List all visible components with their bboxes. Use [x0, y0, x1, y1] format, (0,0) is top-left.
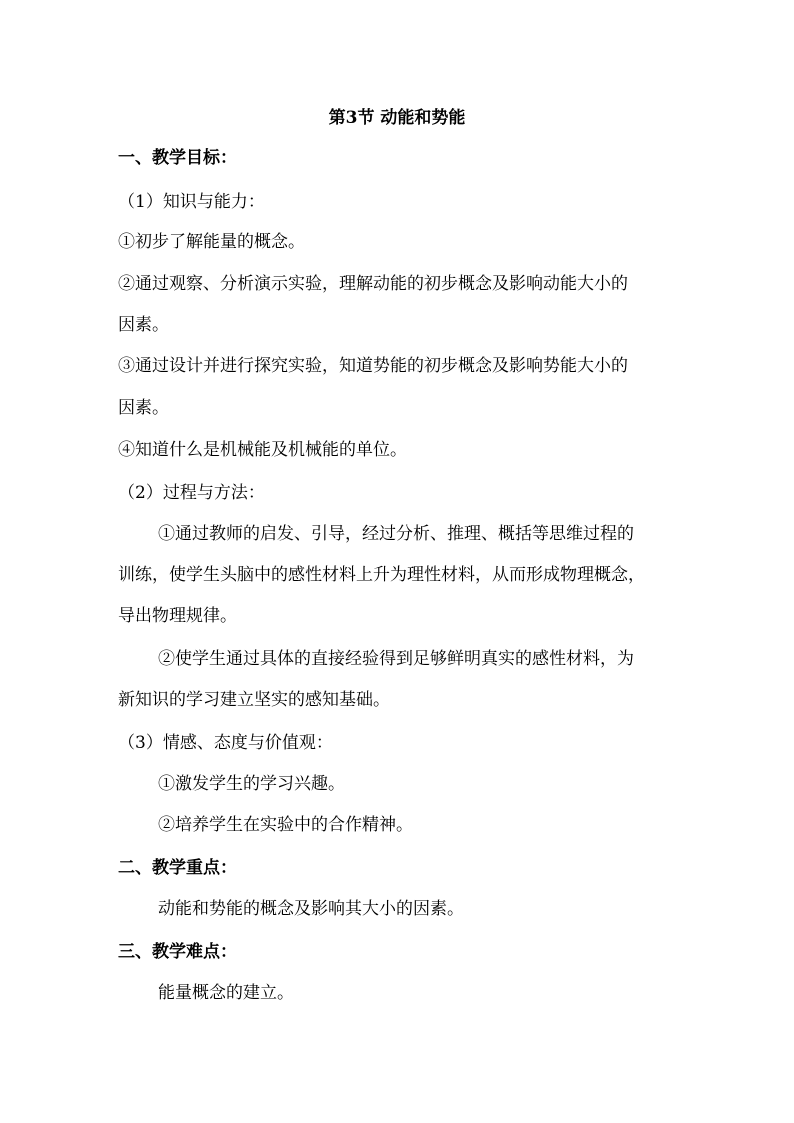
- process-item-1-line-3: 导出物理规律。: [118, 606, 237, 626]
- objective-item-3-line-1: ③通过设计并进行探究实验，知道势能的初步概念及影响势能大小的: [118, 356, 628, 376]
- process-item-1-line-2: 训练，使学生头脑中的感性材料上升为理性材料，从而形成物理概念，: [118, 565, 645, 585]
- subheading-emotion-values: （3）情感、态度与价值观：: [118, 733, 333, 753]
- section-heading-difficulties: 三、教学难点：: [118, 942, 237, 962]
- emotion-item-2: ②培养学生在实验中的合作精神。: [158, 815, 413, 835]
- document-title: 第3节 动能和势能: [328, 108, 466, 128]
- subheading-process-method: （2）过程与方法：: [118, 483, 265, 503]
- process-item-1-line-1: ①通过教师的启发、引导，经过分析、推理、概括等思维过程的: [158, 524, 634, 544]
- section-heading-objectives: 一、教学目标：: [118, 148, 237, 168]
- key-points-body: 动能和势能的概念及影响其大小的因素。: [158, 899, 464, 919]
- objective-item-2-line-2: 因素。: [118, 315, 169, 335]
- difficulties-body: 能量概念的建立。: [158, 983, 294, 1003]
- process-item-2-line-1: ②使学生通过具体的直接经验得到足够鲜明真实的感性材料，为: [158, 649, 634, 669]
- subheading-knowledge-ability: （1）知识与能力：: [118, 192, 265, 212]
- objective-item-4: ④知道什么是机械能及机械能的单位。: [118, 440, 407, 460]
- section-heading-key-points: 二、教学重点：: [118, 858, 237, 878]
- objective-item-2-line-1: ②通过观察、分析演示实验，理解动能的初步概念及影响动能大小的: [118, 274, 628, 294]
- objective-item-1: ①初步了解能量的概念。: [118, 232, 305, 252]
- emotion-item-1: ①激发学生的学习兴趣。: [158, 774, 345, 794]
- objective-item-3-line-2: 因素。: [118, 398, 169, 418]
- process-item-2-line-2: 新知识的学习建立坚实的感知基础。: [118, 690, 390, 710]
